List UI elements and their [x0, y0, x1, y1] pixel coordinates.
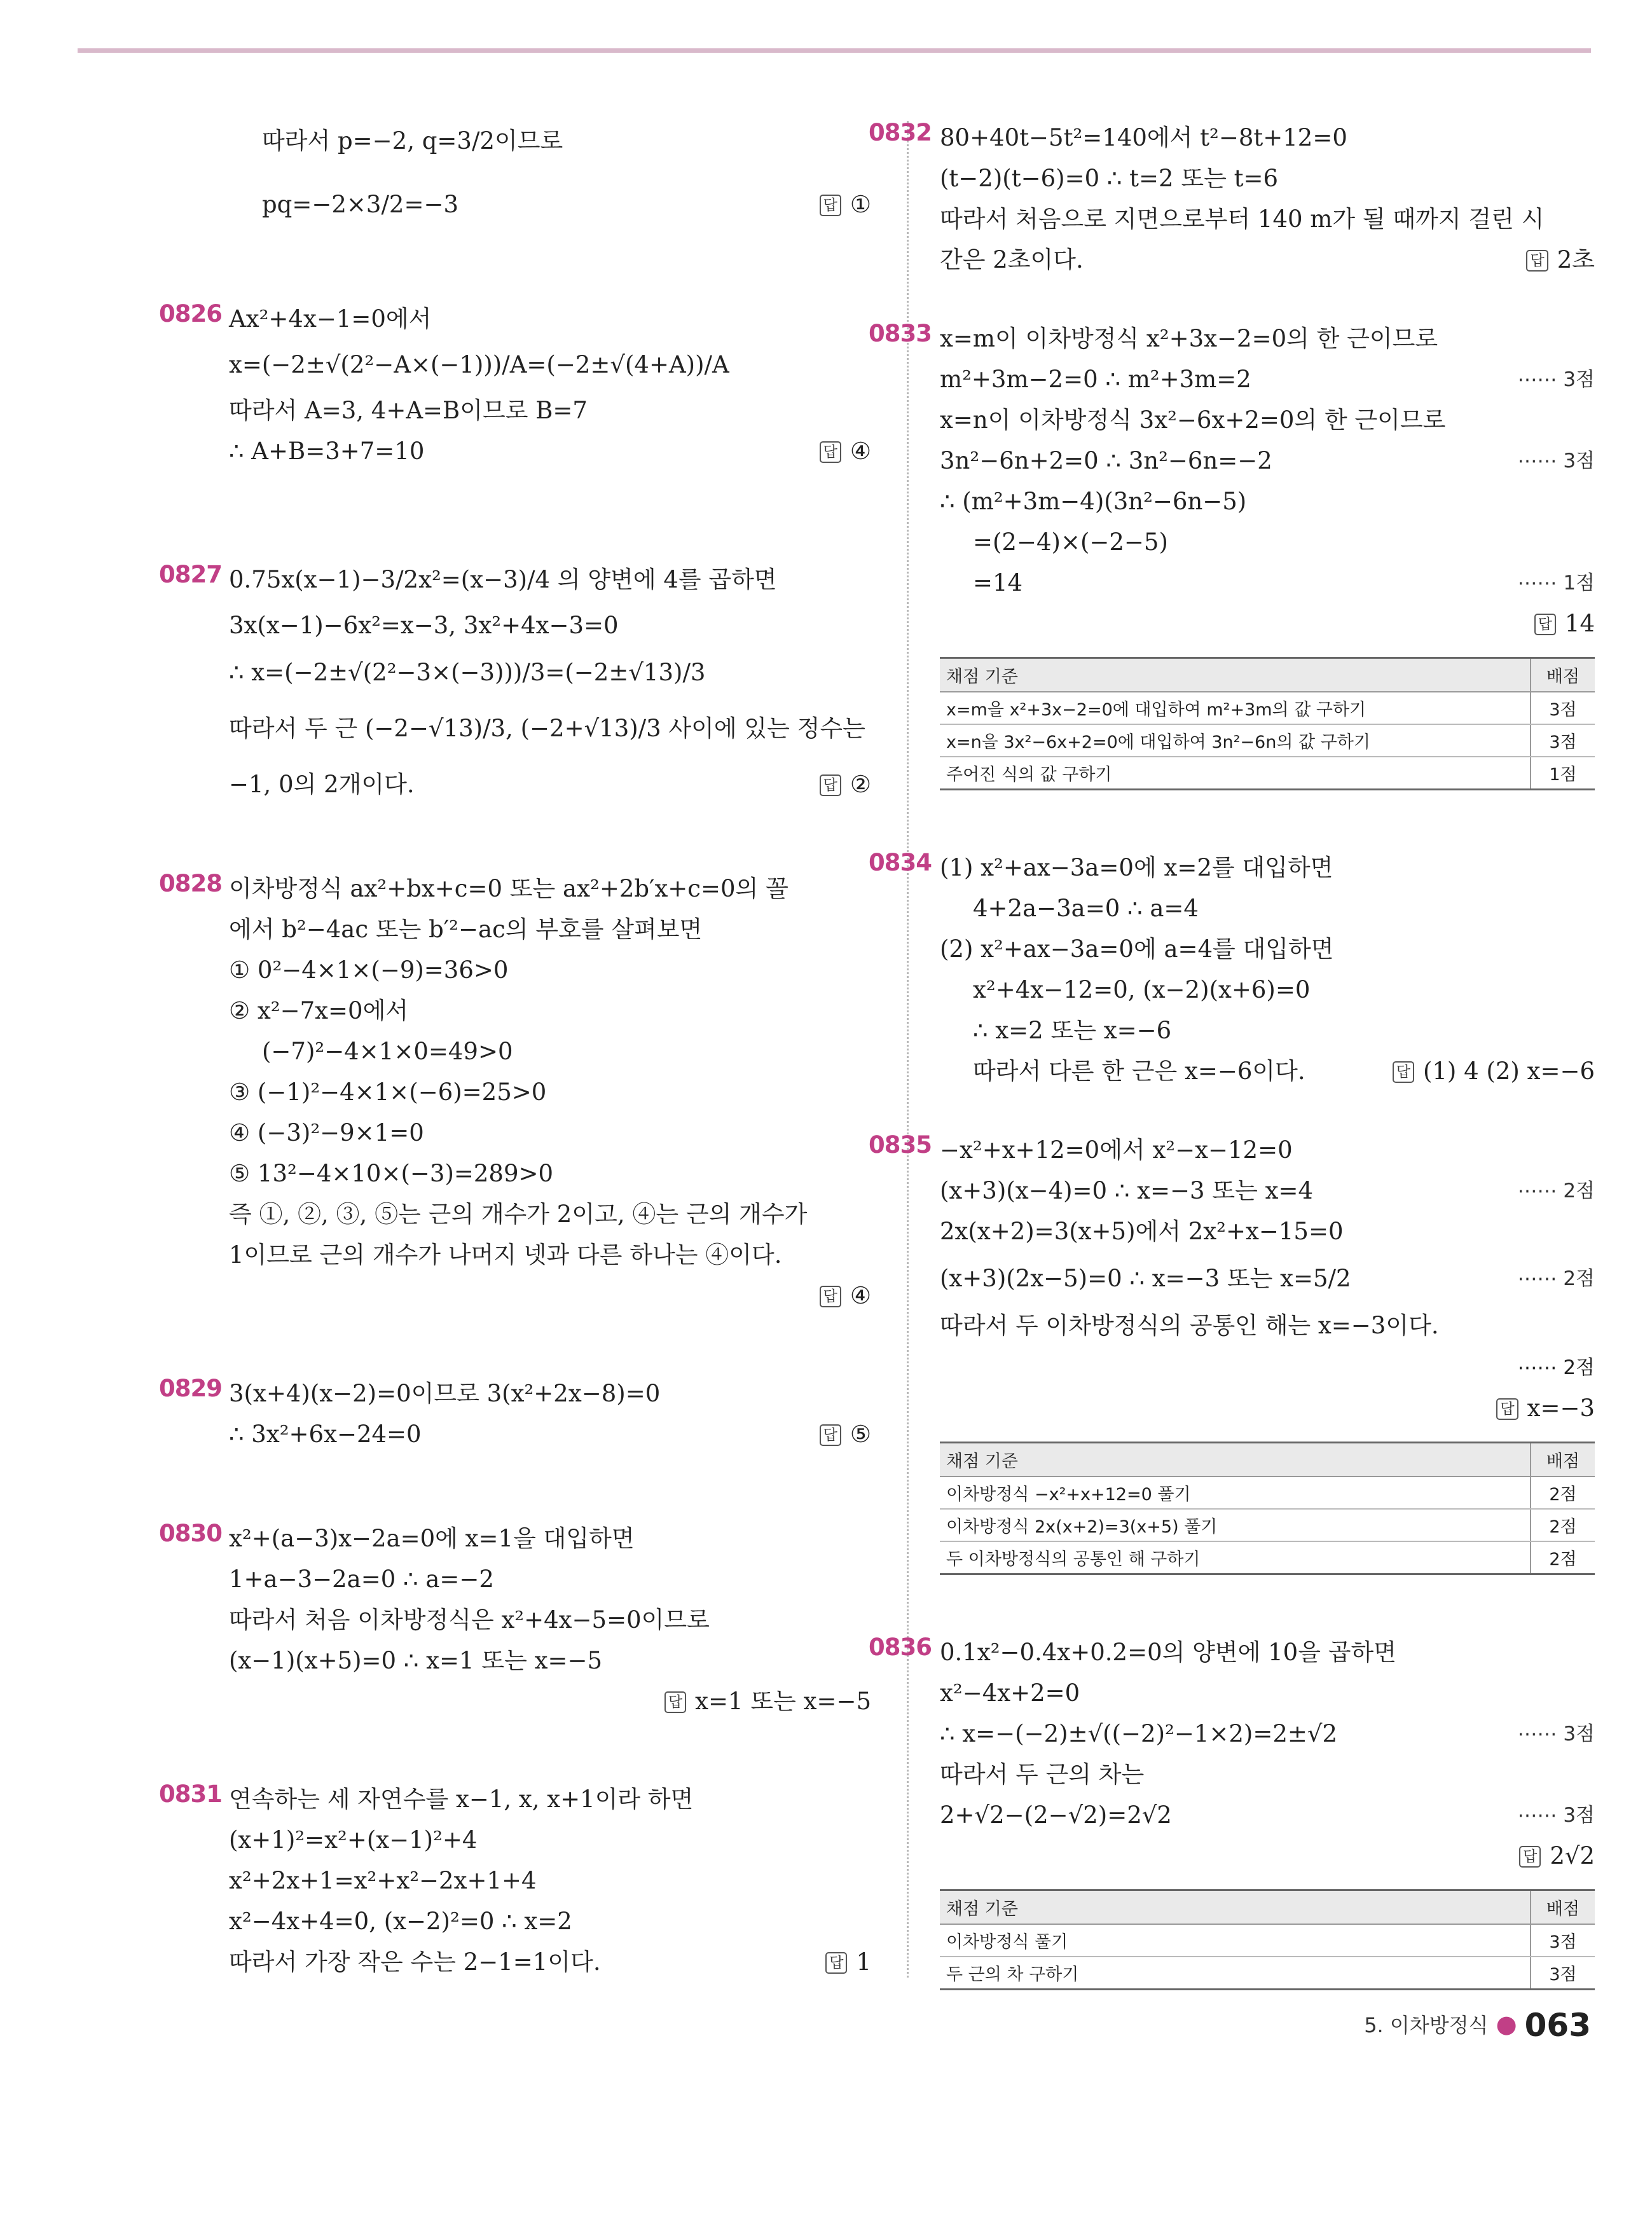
answer: [940, 1388, 1595, 1429]
answer: [820, 431, 871, 472]
grading-score: 3점: [1531, 1957, 1595, 1990]
solution-line: (1) x²+ax−3a=0에 x=2를 대입하면: [940, 854, 1333, 881]
score-note: ⋯⋯ 3점: [1517, 1723, 1595, 1745]
grading-criterion: 이차방정식 2x(x+2)=3(x+5) 풀기: [940, 1509, 1531, 1541]
grading-header-row: [940, 1443, 1595, 1477]
answer: [820, 1414, 871, 1455]
solution-line: 이차방정식 ax²+bx+c=0 또는 ax²+2b′x+c=0의 꼴: [229, 875, 788, 902]
grading-header: 채점 기준: [940, 1443, 1531, 1477]
solution-line: 에서 b²−4ac 또는 b′²−ac의 부호를 살펴보면: [229, 916, 703, 943]
solution-line: [229, 1942, 871, 1983]
solution-text: 3n²−6n+2=0 ∴ 3n²−6n=−2: [940, 447, 1272, 474]
solution-line: 연속하는 세 자연수를 x−1, x, x+1이라 하면: [229, 1786, 694, 1813]
solution-line: [940, 1171, 1595, 1211]
solution-line: x=n이 이차방정식 3x²−6x+2=0의 한 근이므로: [940, 406, 1446, 434]
solution-line: 따라서 두 근 (−2−√13)/3, (−2+√13)/3 사이에 있는 정수는: [229, 715, 865, 742]
answer-value: 14: [1564, 610, 1595, 637]
answer-badge: 답: [820, 1424, 841, 1446]
grading-criterion: 두 근의 차 구하기: [940, 1957, 1531, 1990]
solution-line: [940, 240, 1595, 280]
problem-number: 0828: [159, 870, 222, 897]
solution-line: [940, 1258, 1595, 1299]
solution-line: [940, 359, 1595, 400]
problem-number: 0830: [159, 1520, 222, 1547]
solution-line: 0.1x²−0.4x+0.2=0의 양변에 10을 곱하면: [940, 1639, 1396, 1666]
score-note: ⋯⋯ 3점: [1517, 450, 1595, 472]
solution-text: ∴ 3x²+6x−24=0: [229, 1421, 422, 1448]
answer-badge: 답: [1526, 250, 1548, 272]
solution-0830: [159, 1518, 871, 1722]
answer-value: 1: [856, 1948, 871, 1976]
answer-value: ②: [850, 771, 871, 798]
solution-line: [940, 441, 1595, 481]
solution-0827: [159, 560, 871, 805]
solution-0829: [159, 1373, 871, 1455]
solution-line: 3(x+4)(x−2)=0이므로 3(x²+2x−8)=0: [229, 1380, 661, 1407]
solution-line: ③ (−1)²−4×1×(−6)=25>0: [229, 1078, 547, 1106]
solution-text: ∴ x=−(−2)±√((−2)²−1×2)=2±√2: [940, 1720, 1338, 1747]
solution-line: Ax²+4x−1=0에서: [229, 305, 432, 333]
solution-text: =14: [973, 569, 1023, 596]
solution-0828: [159, 869, 871, 1316]
solution-line: =(2−4)×(−2−5): [973, 528, 1168, 556]
right-column: [869, 118, 1595, 1990]
solution-text: pq=−2×3/2=−3: [262, 191, 459, 218]
grading-row: [940, 692, 1595, 724]
grading-row: [940, 1476, 1595, 1509]
solution-line: 따라서 p=−2, q=3/2이므로: [262, 127, 563, 155]
answer-badge: 답: [1519, 1846, 1541, 1868]
grading-score: 2점: [1531, 1476, 1595, 1509]
grading-row: [940, 1541, 1595, 1574]
answer-value: ①: [850, 191, 871, 218]
answer-badge: 답: [664, 1691, 686, 1713]
answer: [820, 764, 871, 805]
solution-line: 2x(x+2)=3(x+5)에서 2x²+x−15=0: [940, 1218, 1344, 1245]
solution-line: x²+2x+1=x²+x²−2x+1+4: [229, 1867, 537, 1894]
grading-score: 1점: [1531, 757, 1595, 790]
grading-header: 채점 기준: [940, 1890, 1531, 1925]
answer-value: ④: [850, 437, 871, 465]
solution-text: 2+√2−(2−√2)=2√2: [940, 1801, 1172, 1829]
solution-line: [229, 184, 871, 225]
solution-line: ∴ x=2 또는 x=−6: [973, 1017, 1172, 1044]
grading-score: 2점: [1531, 1541, 1595, 1574]
solution-line: ∴ x=(−2±√(2²−3×(−3)))/3=(−2±√13)/3: [229, 659, 706, 686]
answer-badge: 답: [1393, 1061, 1414, 1083]
score-note: ⋯⋯ 3점: [1517, 1804, 1595, 1827]
solution-line: 1+a−3−2a=0 ∴ a=−2: [229, 1566, 494, 1593]
problem-number: 0835: [869, 1131, 932, 1159]
chapter-label: 5. 이차방정식: [1364, 2013, 1489, 2037]
solution-line: [940, 1795, 1595, 1836]
grading-header: 배점: [1531, 1890, 1595, 1925]
grading-header: 배점: [1531, 1443, 1595, 1477]
grading-table: [940, 1889, 1595, 1990]
solution-line: 즉 ①, ②, ③, ⑤는 근의 개수가 2이고, ④는 근의 개수가: [229, 1201, 808, 1228]
score-line: [940, 1346, 1595, 1388]
solution-line: ② x²−7x=0에서: [229, 997, 409, 1024]
problem-number: 0829: [159, 1375, 222, 1402]
solution-line: 4+2a−3a=0 ∴ a=4: [973, 895, 1199, 922]
grading-criterion: 이차방정식 풀기: [940, 1924, 1531, 1957]
answer-badge: 답: [820, 774, 841, 796]
problem-number: 0827: [159, 561, 222, 588]
grading-criterion: 두 이차방정식의 공통인 해 구하기: [940, 1541, 1531, 1574]
solution-line: ∴ (m²+3m−4)(3n²−6n−5): [940, 488, 1247, 515]
solution-line: [940, 1714, 1595, 1754]
score-note: ⋯⋯ 3점: [1517, 368, 1595, 391]
grading-score: 3점: [1531, 1924, 1595, 1957]
score-note: ⋯⋯ 1점: [1517, 572, 1595, 595]
solution-line: 80+40t−5t²=140에서 t²−8t+12=0: [940, 124, 1347, 151]
solution-line: (t−2)(t−6)=0 ∴ t=2 또는 t=6: [940, 165, 1278, 192]
solution-line: x²+(a−3)x−2a=0에 x=1을 대입하면: [229, 1525, 635, 1552]
column-divider: [907, 121, 909, 1978]
solution-line: x²−4x+4=0, (x−2)²=0 ∴ x=2: [229, 1908, 572, 1935]
answer-badge: 답: [820, 1286, 841, 1307]
answer-value: ⑤: [850, 1421, 871, 1448]
answer: [820, 184, 871, 225]
solution-text: (x+3)(x−4)=0 ∴ x=−3 또는 x=4: [940, 1177, 1313, 1204]
answer-badge: 답: [820, 195, 841, 216]
solution-line: (−7)²−4×1×0=49>0: [262, 1038, 513, 1065]
solution-line: (x−1)(x+5)=0 ∴ x=1 또는 x=−5: [229, 1647, 602, 1674]
solution-line: −x²+x+12=0에서 x²−x−12=0: [940, 1136, 1293, 1164]
answer-value: x=1 또는 x=−5: [695, 1688, 871, 1715]
solution-text: −1, 0의 2개이다.: [229, 771, 415, 798]
solution-line: 따라서 두 근의 차는: [940, 1761, 1145, 1788]
grading-criterion: x=n을 3x²−6x+2=0에 대입하여 3n²−6n의 값 구하기: [940, 724, 1531, 757]
solution-text: m²+3m−2=0 ∴ m²+3m=2: [940, 366, 1251, 393]
answer-badge: 답: [825, 1952, 847, 1974]
grading-table: [940, 1442, 1595, 1575]
problem-number: 0833: [869, 320, 932, 347]
grading-header-row: [940, 1890, 1595, 1925]
answer-badge: 답: [1534, 614, 1556, 635]
solution-0826: [159, 299, 871, 490]
grading-table: [940, 657, 1595, 790]
left-column: [159, 121, 871, 1983]
answer-value: 2초: [1557, 246, 1595, 273]
solution-line: x²+4x−12=0, (x−2)(x+6)=0: [973, 976, 1311, 1003]
solution-line: [229, 764, 871, 805]
solution-line: ⑤ 13²−4×10×(−3)=289>0: [229, 1160, 554, 1187]
solution-line: 3x(x−1)−6x²=x−3, 3x²+4x−3=0: [229, 612, 619, 639]
solution-line: x=(−2±√(2²−A×(−1)))/A=(−2±√(4+A))/A: [229, 351, 729, 378]
solution-text: 따라서 다른 한 근은 x=−6이다.: [973, 1057, 1305, 1085]
problem-number: 0831: [159, 1780, 222, 1808]
solution-line: [229, 431, 871, 472]
answer: [1393, 1051, 1595, 1092]
solution-0832: [869, 118, 1595, 280]
solution-line: [940, 1051, 1595, 1092]
problem-number: 0826: [159, 300, 222, 327]
solution-line: (x+1)²=x²+(x−1)²+4: [229, 1826, 478, 1854]
solution-text: 따라서 가장 작은 수는 2−1=1이다.: [229, 1948, 601, 1976]
grading-header-row: [940, 658, 1595, 692]
solution-text: (x+3)(2x−5)=0 ∴ x=−3 또는 x=5/2: [940, 1265, 1351, 1292]
solution-0834: [869, 848, 1595, 1092]
answer-badge: 답: [1496, 1398, 1518, 1420]
grading-score: 3점: [1531, 692, 1595, 724]
answer: [825, 1942, 871, 1983]
answer: [940, 1836, 1595, 1876]
answer-value: 2√2: [1550, 1842, 1595, 1869]
score-note: ⋯⋯ 2점: [1517, 1267, 1595, 1290]
score-note: ⋯⋯ 2점: [1517, 1180, 1595, 1202]
problem-number: 0836: [869, 1634, 932, 1661]
solution-line: x=m이 이차방정식 x²+3x−2=0의 한 근이므로: [940, 325, 1438, 352]
grading-row: [940, 1957, 1595, 1990]
grading-criterion: 이차방정식 −x²+x+12=0 풀기: [940, 1476, 1531, 1509]
answer-value: x=−3: [1527, 1394, 1595, 1422]
answer-badge: 답: [820, 441, 841, 463]
solution-line: [229, 1414, 871, 1455]
grading-score: 2점: [1531, 1509, 1595, 1541]
grading-score: 3점: [1531, 724, 1595, 757]
solution-line: 따라서 처음 이차방정식은 x²+4x−5=0이므로: [229, 1606, 710, 1634]
grading-row: [940, 724, 1595, 757]
page-number: 063: [1524, 2007, 1591, 2044]
problem-number: 0834: [869, 849, 932, 876]
solution-line: 따라서 처음으로 지면으로부터 140 m가 될 때까지 걸린 시: [940, 205, 1545, 233]
solution-0831: [159, 1779, 871, 1983]
solution-line: 따라서 두 이차방정식의 공통인 해는 x=−3이다.: [940, 1312, 1439, 1339]
grading-criterion: x=m을 x²+3x−2=0에 대입하여 m²+3m의 값 구하기: [940, 692, 1531, 724]
solution-line: ① 0²−4×1×(−9)=36>0: [229, 956, 509, 984]
grading-row: [940, 757, 1595, 790]
bullet-dot-icon: ●: [1496, 2010, 1517, 2038]
answer: [940, 603, 1595, 644]
answer: [229, 1681, 871, 1722]
solution-line: 0.75x(x−1)−3/2x²=(x−3)/4 의 양변에 4를 곱하면: [229, 566, 777, 593]
answer: [229, 1276, 871, 1316]
solution-line: ④ (−3)²−9×1=0: [229, 1119, 424, 1146]
answer: [1526, 240, 1595, 280]
solution-line: (2) x²+ax−3a=0에 a=4를 대입하면: [940, 935, 1334, 963]
solution-line: 1이므로 근의 개수가 나머지 넷과 다른 하나는 ④이다.: [229, 1241, 782, 1269]
solution-0835: [869, 1130, 1595, 1575]
solution-text: 간은 2초이다.: [940, 246, 1084, 273]
solution-text: ∴ A+B=3+7=10: [229, 437, 425, 465]
grading-header: 배점: [1531, 658, 1595, 692]
page-footer: [1364, 2007, 1591, 2044]
solution-0836: [869, 1632, 1595, 1990]
grading-row: [940, 1924, 1595, 1957]
grading-header: 채점 기준: [940, 658, 1531, 692]
solution-0833: [869, 319, 1595, 790]
top-rule: [78, 48, 1591, 53]
solution-line: [940, 563, 1595, 603]
score-note: ⋯⋯ 2점: [1517, 1356, 1595, 1379]
answer-value: (1) 4 (2) x=−6: [1422, 1057, 1595, 1085]
solution-line: x²−4x+2=0: [940, 1679, 1080, 1707]
answer-value: ④: [850, 1282, 871, 1309]
solution-line: 따라서 A=3, 4+A=B이므로 B=7: [229, 397, 588, 424]
solution-0825: [229, 121, 871, 223]
grading-row: [940, 1509, 1595, 1541]
grading-criterion: 주어진 식의 값 구하기: [940, 757, 1531, 790]
problem-number: 0832: [869, 119, 932, 146]
